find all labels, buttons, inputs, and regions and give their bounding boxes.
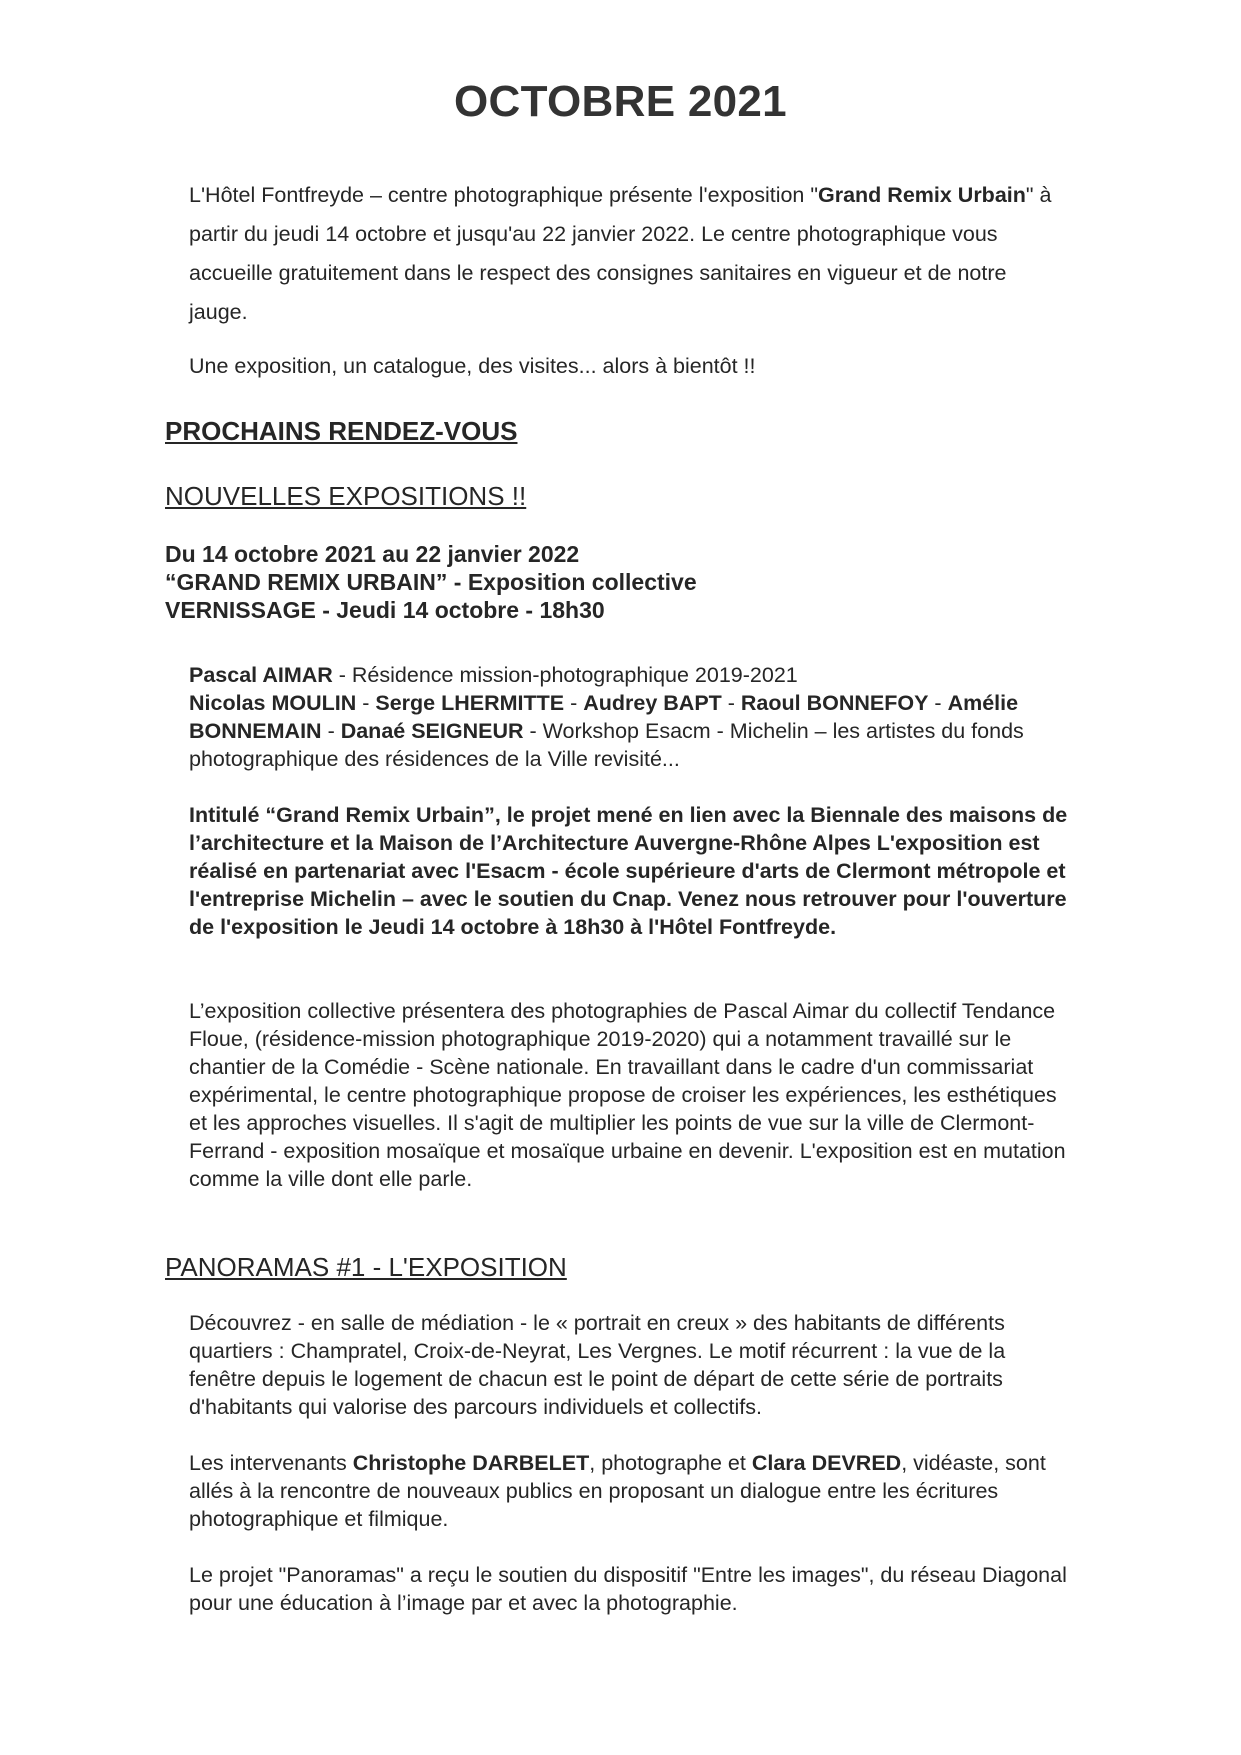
intro-exhibition-name: Grand Remix Urbain [818,183,1026,207]
separator: - [356,691,376,715]
artist-lhermitte: Serge LHERMITTE [375,691,565,715]
separator: - [721,691,741,715]
artists-paragraph [189,661,1069,773]
panoramas-text-e: , vidéaste, sont allés à la rencontre de nouveaux publics en proposant un dialogue entre les écritures photographique et filmique. [189,1451,1046,1531]
separator: - [321,719,341,743]
artist-seigneur: Danaé SEIGNEUR [340,719,524,743]
section-heading-nouvelles-expositions: NOUVELLES EXPOSITIONS !! [165,481,527,511]
exhibition-description: L’exposition collective présentera des photographies de Pascal Aimar du collectif Tendance Floue, (résidence-mission photographique 2019-2020) qui a notamment travaillé sur le chantier de la Comédie - Scène nationale. En travaillant dans le cadre d'un commissariat expérimental, le centre photographique propose de croiser les expériences, les esthétiques et les approches visuelles. Il s'agit de multiplier les points de vue sur la ville de Clermont-Ferrand - exposition mosaïque et mosaïque urbaine en devenir. L'exposition est en mutation comme la ville dont elle parle. [189,999,1066,1191]
artist-moulin: Nicolas MOULIN [189,691,357,715]
page-title: OCTOBRE 2021 [454,77,787,126]
residence-text: - Résidence mission-photographique 2019-2021 [332,663,798,687]
separator: - [928,691,948,715]
artist-bapt: Audrey BAPT [583,691,722,715]
intro-text-a: L'Hôtel Fontfreyde – centre photographique présente l'exposition " [189,183,818,207]
panoramas-paragraph-1: Découvrez - en salle de médiation - le « portrait en creux » des habitants de différents quartiers : Champratel, Croix-de-Neyrat, Les Vergnes. Le motif récurrent : la vue de la fenêtre depuis le logement de chacun est le point de départ de cette série de portraits d'habitants qui valorise des parcours individuels et collectifs. [189,1311,1006,1419]
panoramas-text-a: Les intervenants [189,1451,353,1475]
section-heading-rendez-vous: PROCHAINS RENDEZ-VOUS [165,416,518,446]
intro-paragraph [189,176,1069,332]
event-name: “GRAND REMIX URBAIN” - Exposition collective [165,569,697,595]
intro-text-c: " à partir du jeudi 14 octobre et jusqu'au 22 janvier 2022. Le centre photographique vous accueille gratuitement dans le respect des consignes sanitaires en vigueur et de notre jauge. [189,183,1052,324]
artist-aimar: AIMAR [262,663,333,687]
event-summary [165,540,1065,624]
event-vernissage: VERNISSAGE - Jeudi 14 octobre - 18h30 [165,597,605,623]
intro-closing: Une exposition, un catalogue, des visites... alors à bientôt !! [189,354,756,378]
panoramas-paragraph-3: Le projet "Panoramas" a reçu le soutien du dispositif "Entre les images", du réseau Diagonal pour une éducation à l’image par et avec la photographie. [189,1563,1067,1615]
panoramas-paragraph-2 [189,1449,1069,1533]
project-description-bold: Intitulé “Grand Remix Urbain”, le projet mené en lien avec la Biennale des maisons de l’architecture et la Maison de l’Architecture Auvergne-Rhône Alpes L'exposition est réalisé en partenariat avec l'Esacm - école supérieure d'arts de Clermont métropole et l'entreprise Michelin – avec le soutien du Cnap. Venez nous retrouver pour l'ouverture de l'exposition le Jeudi 14 octobre à 18h30 à l'Hôtel Fontfreyde. [189,803,1068,939]
event-dates: Du 14 octobre 2021 au 22 janvier 2022 [165,541,580,567]
videographer-name: Clara DEVRED [751,1451,902,1475]
panoramas-text-c: , photographe et [589,1451,752,1475]
artist-bonnefoy: Raoul BONNEFOY [740,691,929,715]
artist-bonnemain: Amélie BONNEMAIN [189,691,1019,743]
photographer-name: Christophe DARBELET [352,1451,590,1475]
separator: - [564,691,584,715]
artist-first: Pascal [189,663,263,687]
workshop-text: - Workshop Esacm - Michelin – les artistes du fonds photographique des résidences de la Ville revisité... [189,719,1024,771]
section-heading-panoramas: PANORAMAS #1 - L'EXPOSITION [165,1252,567,1282]
